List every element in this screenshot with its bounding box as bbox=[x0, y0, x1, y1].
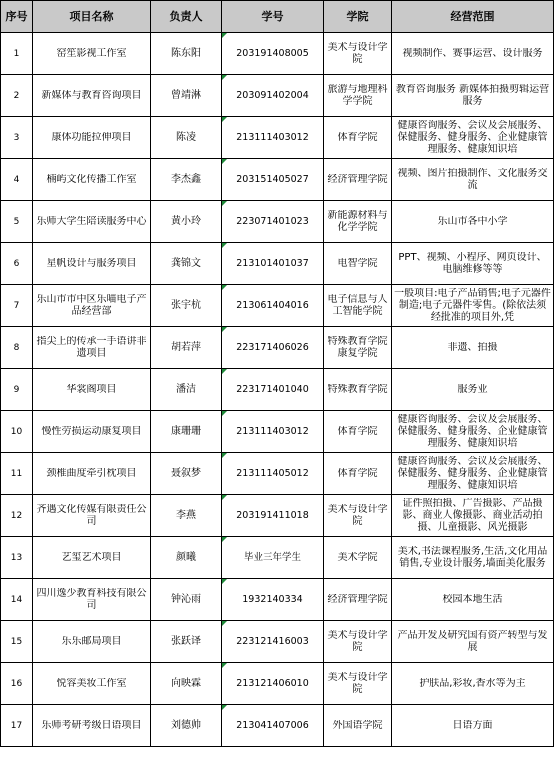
cell-leader-text: 刘德帅 bbox=[171, 719, 201, 731]
cell-college[interactable] bbox=[324, 411, 392, 453]
cell-college[interactable] bbox=[324, 453, 392, 495]
cell-college-text: 美术与设计学院 bbox=[327, 41, 388, 65]
cell-college[interactable] bbox=[324, 327, 392, 369]
cell-project-name[interactable] bbox=[33, 537, 151, 579]
cell-scope-text: 健康咨询服务、会议及会展服务、保健服务、健身服务、企业健康管理服务、健康知识培 bbox=[397, 455, 548, 491]
cell-college-text: 美术与设计学院 bbox=[327, 629, 388, 653]
cell-college-text: 美术与设计学院 bbox=[327, 503, 388, 527]
table-row bbox=[1, 369, 554, 411]
table-row bbox=[1, 537, 554, 579]
cell-project-name[interactable] bbox=[33, 453, 151, 495]
cell-scope-text: 一般项目:电子产品销售;电子元器件制造;电子元器件零售。(除依法须经批准的项目外,凭 bbox=[394, 287, 551, 323]
cell-scope[interactable] bbox=[392, 243, 554, 285]
cell-student-id[interactable] bbox=[222, 75, 324, 117]
cell-college[interactable] bbox=[324, 201, 392, 243]
cell-scope[interactable] bbox=[392, 285, 554, 327]
cell-no[interactable] bbox=[1, 579, 33, 621]
cell-college-text: 旅游与地理科学学院 bbox=[327, 83, 388, 107]
table-row bbox=[1, 243, 554, 285]
cell-leader-text: 龚锦文 bbox=[171, 257, 201, 269]
cell-student-id[interactable] bbox=[222, 579, 324, 621]
cell-leader[interactable] bbox=[151, 33, 222, 75]
cell-leader[interactable] bbox=[151, 579, 222, 621]
cell-project-name[interactable] bbox=[33, 411, 151, 453]
cell-college-text: 特殊教育学院 bbox=[327, 383, 388, 395]
cell-student-id[interactable] bbox=[222, 621, 324, 663]
cell-project-name-text: 乐师大学生陪读服务中心 bbox=[36, 215, 147, 227]
cell-leader-text: 李杰鑫 bbox=[171, 173, 201, 185]
cell-leader-text: 聂叙梦 bbox=[171, 467, 201, 479]
cell-no[interactable] bbox=[1, 117, 33, 159]
cell-scope-text: 非遗、拍摄 bbox=[447, 341, 498, 353]
cell-project-name-text: 乐乐邮局项目 bbox=[61, 635, 122, 647]
cell-project-name[interactable] bbox=[33, 369, 151, 411]
table-body bbox=[1, 33, 554, 747]
cell-project-name-text: 楠屿文化传播工作室 bbox=[46, 173, 137, 185]
cell-scope-text: 乐山市各中小学 bbox=[437, 215, 508, 227]
cell-college[interactable] bbox=[324, 285, 392, 327]
cell-no-text: 8 bbox=[13, 342, 20, 353]
cell-leader[interactable] bbox=[151, 159, 222, 201]
cell-leader[interactable] bbox=[151, 495, 222, 537]
cell-no[interactable] bbox=[1, 75, 33, 117]
cell-no-text: 3 bbox=[13, 132, 20, 143]
table-row bbox=[1, 453, 554, 495]
header-student-id: 学号 bbox=[222, 1, 324, 33]
cell-scope[interactable] bbox=[392, 117, 554, 159]
cell-student-id-text: 213121406010 bbox=[236, 677, 309, 689]
cell-scope[interactable] bbox=[392, 159, 554, 201]
cell-leader-text: 钟沁雨 bbox=[171, 593, 201, 605]
cell-scope[interactable] bbox=[392, 663, 554, 705]
cell-scope-text: 健康咨询服务、会议及会展服务、保健服务、健身服务、企业健康管理服务、健康知识培 bbox=[397, 413, 548, 449]
cell-no[interactable] bbox=[1, 243, 33, 285]
cell-college-text: 体育学院 bbox=[337, 425, 378, 437]
table-row bbox=[1, 201, 554, 243]
table-row bbox=[1, 285, 554, 327]
cell-leader-text: 胡若萍 bbox=[171, 341, 201, 353]
cell-no[interactable] bbox=[1, 621, 33, 663]
cell-no[interactable] bbox=[1, 33, 33, 75]
cell-project-name-text: 新媒体与教育咨询项目 bbox=[41, 89, 142, 101]
cell-student-id[interactable] bbox=[222, 243, 324, 285]
cell-student-id[interactable] bbox=[222, 285, 324, 327]
cell-project-name[interactable] bbox=[33, 285, 151, 327]
cell-student-id-text: 203151405027 bbox=[236, 173, 309, 185]
table-row bbox=[1, 327, 554, 369]
cell-leader-text: 潘洁 bbox=[176, 383, 196, 395]
cell-leader[interactable] bbox=[151, 285, 222, 327]
cell-no[interactable] bbox=[1, 369, 33, 411]
cell-college-text: 外国语学院 bbox=[332, 719, 383, 731]
cell-project-name-text: 齐遇文化传媒有限责任公司 bbox=[36, 503, 147, 527]
cell-leader-text: 曾靖淋 bbox=[171, 89, 201, 101]
cell-no-text: 1 bbox=[13, 48, 20, 59]
cell-leader-text: 陈凌 bbox=[176, 131, 196, 143]
cell-project-name[interactable] bbox=[33, 33, 151, 75]
cell-student-id[interactable] bbox=[222, 411, 324, 453]
table-row bbox=[1, 159, 554, 201]
cell-student-id-text: 213111405012 bbox=[236, 467, 309, 479]
header-project-name: 项目名称 bbox=[33, 1, 151, 33]
cell-project-name-text: 慢性劳损运动康复项目 bbox=[41, 425, 142, 437]
cell-scope-text: 校园本地生活 bbox=[442, 593, 503, 605]
cell-project-name-text: 悦容美妆工作室 bbox=[56, 677, 127, 689]
cell-scope-text: 护肤品,彩妆,香水等为主 bbox=[419, 677, 526, 689]
cell-college[interactable] bbox=[324, 33, 392, 75]
cell-scope[interactable] bbox=[392, 369, 554, 411]
cell-college-text: 体育学院 bbox=[337, 131, 378, 143]
cell-project-name[interactable] bbox=[33, 705, 151, 747]
cell-no-text: 5 bbox=[13, 216, 20, 227]
cell-no[interactable] bbox=[1, 705, 33, 747]
cell-scope[interactable] bbox=[392, 579, 554, 621]
cell-student-id[interactable] bbox=[222, 327, 324, 369]
cell-leader-text: 康珊珊 bbox=[171, 425, 201, 437]
cell-scope[interactable] bbox=[392, 621, 554, 663]
cell-project-name[interactable] bbox=[33, 117, 151, 159]
cell-project-name-text: 乐山市市中区乐喵电子产品经营部 bbox=[36, 293, 147, 317]
cell-scope-text: 美术,书法课程服务,生活,文化用品销售,专业设计服务,墙面美化服务 bbox=[397, 545, 548, 569]
cell-leader-text: 陈东阳 bbox=[171, 47, 201, 59]
cell-project-name[interactable] bbox=[33, 327, 151, 369]
cell-college[interactable] bbox=[324, 117, 392, 159]
cell-leader[interactable] bbox=[151, 621, 222, 663]
cell-leader-text: 李燕 bbox=[176, 509, 196, 521]
cell-no[interactable] bbox=[1, 201, 33, 243]
cell-no-text: 13 bbox=[10, 552, 23, 563]
table-row bbox=[1, 579, 554, 621]
cell-leader[interactable] bbox=[151, 117, 222, 159]
header-row bbox=[1, 1, 554, 33]
cell-student-id[interactable] bbox=[222, 201, 324, 243]
cell-scope[interactable] bbox=[392, 411, 554, 453]
cell-college[interactable] bbox=[324, 159, 392, 201]
cell-project-name[interactable] bbox=[33, 243, 151, 285]
cell-no[interactable] bbox=[1, 159, 33, 201]
table-row bbox=[1, 411, 554, 453]
cell-leader[interactable] bbox=[151, 705, 222, 747]
cell-student-id-text: 203191408005 bbox=[236, 47, 309, 59]
cell-college[interactable] bbox=[324, 495, 392, 537]
cell-project-name-text: 华裳阁项目 bbox=[66, 383, 117, 395]
cell-no-text: 2 bbox=[13, 90, 20, 101]
cell-college-text: 特殊教育学院康复学院 bbox=[327, 335, 388, 359]
cell-student-id[interactable] bbox=[222, 453, 324, 495]
cell-scope-text: 服务业 bbox=[457, 383, 488, 395]
cell-college[interactable] bbox=[324, 243, 392, 285]
cell-leader-text: 张宇杭 bbox=[171, 299, 201, 311]
cell-student-id[interactable] bbox=[222, 117, 324, 159]
cell-scope[interactable] bbox=[392, 453, 554, 495]
cell-project-name-text: 颈椎曲度牵引枕项目 bbox=[46, 467, 137, 479]
cell-scope[interactable] bbox=[392, 33, 554, 75]
cell-student-id-text: 223171406026 bbox=[236, 341, 309, 353]
cell-no[interactable] bbox=[1, 495, 33, 537]
table-row bbox=[1, 33, 554, 75]
cell-no-text: 15 bbox=[10, 636, 23, 647]
cell-student-id[interactable] bbox=[222, 159, 324, 201]
cell-project-name[interactable] bbox=[33, 621, 151, 663]
cell-college-text: 经济管理学院 bbox=[327, 173, 388, 185]
cell-college-text: 电子信息与人工智能学院 bbox=[327, 293, 388, 317]
cell-no[interactable] bbox=[1, 285, 33, 327]
cell-student-id-text: 223071401023 bbox=[236, 215, 309, 227]
table-row bbox=[1, 621, 554, 663]
cell-no[interactable] bbox=[1, 663, 33, 705]
cell-no[interactable] bbox=[1, 537, 33, 579]
cell-no-text: 14 bbox=[10, 594, 23, 605]
cell-scope-text: 产品开发及研究国有资产转型与发展 bbox=[397, 629, 548, 653]
table-row bbox=[1, 705, 554, 747]
cell-no-text: 4 bbox=[13, 174, 20, 185]
cell-project-name-text: 指尖上的传承一手语讲非遗项目 bbox=[36, 335, 147, 359]
header-no: 序号 bbox=[1, 1, 33, 33]
cell-college-text: 体育学院 bbox=[337, 467, 378, 479]
table-row bbox=[1, 75, 554, 117]
cell-student-id[interactable] bbox=[222, 33, 324, 75]
cell-student-id[interactable] bbox=[222, 705, 324, 747]
cell-leader-text: 张跃译 bbox=[171, 635, 201, 647]
cell-no-text: 17 bbox=[10, 720, 23, 731]
cell-scope-text: 视频制作、赛事运营、设计服务 bbox=[402, 47, 543, 59]
cell-scope-text: 证件照拍摄、广告摄影、产品摄影、商业人像摄影、商业活动拍摄、儿童摄影、风光摄影 bbox=[402, 497, 543, 533]
cell-student-id[interactable] bbox=[222, 663, 324, 705]
cell-student-id-text: 223171401040 bbox=[236, 383, 309, 395]
cell-project-name-text: 星帆设计与服务项目 bbox=[46, 257, 137, 269]
cell-leader[interactable] bbox=[151, 243, 222, 285]
cell-scope[interactable] bbox=[392, 495, 554, 537]
cell-college[interactable] bbox=[324, 369, 392, 411]
cell-scope[interactable] bbox=[392, 327, 554, 369]
cell-project-name-text: 康体功能拉伸项目 bbox=[51, 131, 132, 143]
cell-leader[interactable] bbox=[151, 75, 222, 117]
cell-leader[interactable] bbox=[151, 327, 222, 369]
cell-college[interactable] bbox=[324, 663, 392, 705]
cell-student-id[interactable] bbox=[222, 369, 324, 411]
cell-scope-text: 日语方面 bbox=[452, 719, 493, 731]
cell-no-text: 6 bbox=[13, 258, 20, 269]
cell-scope-text: 健康咨询服务、会议及会展服务、保健服务、健身服务、企业健康管理服务、健康知识培 bbox=[397, 119, 548, 155]
cell-leader[interactable] bbox=[151, 201, 222, 243]
cell-student-id-text: 223121416003 bbox=[236, 635, 309, 647]
cell-college-text: 经济管理学院 bbox=[327, 593, 388, 605]
cell-student-id-text: 213061404016 bbox=[236, 299, 309, 311]
cell-leader[interactable] bbox=[151, 369, 222, 411]
cell-college[interactable] bbox=[324, 579, 392, 621]
cell-student-id-text: 毕业三年学生 bbox=[243, 551, 301, 563]
cell-scope-text: PPT、视频、小程序、网页设计、电脑维修等等 bbox=[398, 251, 547, 275]
cell-college-text: 电智学院 bbox=[337, 257, 378, 269]
cell-scope[interactable] bbox=[392, 75, 554, 117]
cell-college-text: 美术与设计学院 bbox=[327, 671, 388, 695]
cell-project-name-text: 窑笙影视工作室 bbox=[56, 47, 127, 59]
header-scope: 经营范围 bbox=[392, 1, 554, 33]
cell-student-id-text: 213041407006 bbox=[236, 719, 309, 731]
cell-no-text: 7 bbox=[13, 300, 20, 311]
cell-project-name[interactable] bbox=[33, 579, 151, 621]
header-college: 学院 bbox=[324, 1, 392, 33]
header-leader: 负责人 bbox=[151, 1, 222, 33]
cell-student-id-text: 213111403012 bbox=[236, 425, 309, 437]
cell-project-name-text: 艺玺艺术项目 bbox=[61, 551, 122, 563]
table-row bbox=[1, 117, 554, 159]
cell-college[interactable] bbox=[324, 705, 392, 747]
cell-project-name-text: 乐师考研考级日语项目 bbox=[41, 719, 142, 731]
cell-no-text: 16 bbox=[10, 678, 23, 689]
cell-scope-text: 视频、图片拍摄制作、文化服务交流 bbox=[397, 167, 548, 191]
cell-student-id-text: 213101401037 bbox=[236, 257, 309, 269]
cell-leader[interactable] bbox=[151, 411, 222, 453]
cell-scope[interactable] bbox=[392, 537, 554, 579]
cell-student-id-text: 1932140334 bbox=[242, 593, 303, 605]
cell-leader[interactable] bbox=[151, 663, 222, 705]
cell-scope[interactable] bbox=[392, 705, 554, 747]
cell-no-text: 12 bbox=[10, 510, 23, 521]
cell-leader-text: 黄小玲 bbox=[171, 215, 201, 227]
cell-project-name-text: 四川逸少教育科技有限公司 bbox=[36, 587, 147, 611]
cell-leader[interactable] bbox=[151, 537, 222, 579]
cell-project-name[interactable] bbox=[33, 159, 151, 201]
cell-leader-text: 颜曦 bbox=[176, 551, 196, 563]
cell-no-text: 10 bbox=[10, 426, 23, 437]
cell-student-id[interactable] bbox=[222, 495, 324, 537]
table-row bbox=[1, 663, 554, 705]
cell-project-name[interactable] bbox=[33, 75, 151, 117]
cell-project-name[interactable] bbox=[33, 201, 151, 243]
cell-project-name[interactable] bbox=[33, 495, 151, 537]
cell-student-id-text: 203091402004 bbox=[236, 89, 309, 101]
cell-no-text: 11 bbox=[10, 468, 23, 479]
cell-scope[interactable] bbox=[392, 201, 554, 243]
cell-leader-text: 向映霖 bbox=[171, 677, 201, 689]
cell-no-text: 9 bbox=[13, 384, 20, 395]
table-row bbox=[1, 495, 554, 537]
cell-student-id-text: 213111403012 bbox=[236, 131, 309, 143]
cell-college-text: 美术学院 bbox=[337, 551, 378, 563]
cell-student-id-text: 203191411018 bbox=[236, 509, 309, 521]
cell-student-id[interactable] bbox=[222, 537, 324, 579]
cell-no[interactable] bbox=[1, 327, 33, 369]
cell-project-name[interactable] bbox=[33, 663, 151, 705]
cell-no[interactable] bbox=[1, 453, 33, 495]
cell-college[interactable] bbox=[324, 537, 392, 579]
cell-scope-text: 教育咨询服务 新媒体拍摄剪辑运营服务 bbox=[395, 83, 550, 107]
cell-leader[interactable] bbox=[151, 453, 222, 495]
cell-college-text: 新能源材料与化学学院 bbox=[327, 209, 388, 233]
cell-no[interactable] bbox=[1, 411, 33, 453]
cell-college[interactable] bbox=[324, 621, 392, 663]
cell-college[interactable] bbox=[324, 75, 392, 117]
